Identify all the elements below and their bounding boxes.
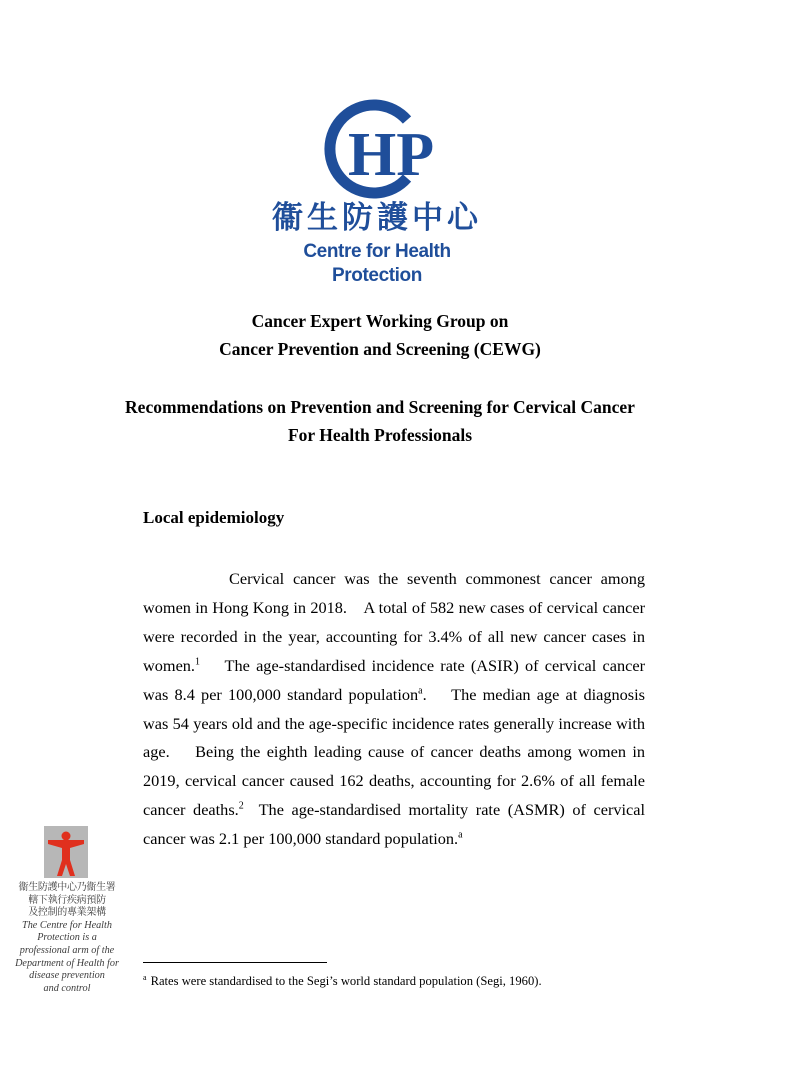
department-note-english-line: Department of Health for bbox=[15, 957, 119, 969]
paragraph-segment: The age-standardised mortality rate (ASMR) of cervical cancer was 2.1 per 100,000 standard population. bbox=[143, 800, 650, 849]
paragraph-text bbox=[143, 565, 650, 854]
department-note-chinese-line: 衞生防護中心乃衞生署 bbox=[18, 882, 116, 893]
department-of-health-logo bbox=[44, 826, 88, 878]
logo-english-name: Centre for Health Protection bbox=[303, 241, 451, 286]
working-group-title-line: Cancer Prevention and Screening (CEWG) bbox=[219, 339, 541, 359]
department-note-english-line: professional arm of the bbox=[19, 944, 115, 956]
footnote bbox=[143, 970, 663, 989]
footnote-text: Rates were standardised to the Segi’s world standard population (Segi, 1960). bbox=[150, 974, 542, 989]
paragraph-segment: The age-standardised incidence rate (ASIR) of cervical cancer was 8.4 per 100,000 standard population bbox=[143, 655, 650, 704]
document-title-line: Recommendations on Prevention and Screening for Cervical Cancer bbox=[125, 397, 635, 417]
reference-marker: 2 bbox=[238, 800, 244, 812]
section-heading: Local epidemiology bbox=[143, 508, 285, 527]
document-title bbox=[0, 393, 760, 449]
working-group-title-line: Cancer Expert Working Group on bbox=[251, 311, 509, 331]
department-note-chinese-line: 轄下執行疾病預防 bbox=[28, 894, 106, 906]
document-title-line: For Health Professionals bbox=[287, 425, 473, 445]
paragraph-segment: Cervical cancer was the seventh commonest cancer among women in Hong Kong in 2018. A total of 582 new cases of cervical cancer were recorded in the year, accounting for 3.4% of all new cancer cases in women. bbox=[143, 569, 650, 675]
reference-marker: 1 bbox=[195, 656, 200, 668]
department-note-english-line: disease prevention bbox=[29, 970, 105, 982]
department-note bbox=[8, 882, 126, 995]
reference-marker: a bbox=[418, 685, 423, 697]
reference-marker: a bbox=[458, 829, 463, 841]
department-note-english-line: and control bbox=[43, 982, 91, 994]
department-note-english-line: The Centre for Health bbox=[22, 919, 112, 931]
footnote-marker: a bbox=[143, 973, 147, 982]
department-note-english-line: Protection is a bbox=[37, 932, 97, 944]
department-note-chinese-line: 及控制的專業架構 bbox=[28, 907, 106, 919]
footnote-divider bbox=[143, 962, 327, 963]
epidemiology-paragraph bbox=[143, 565, 650, 854]
logo-chinese-name: 衞生防護中心 bbox=[272, 200, 482, 236]
working-group-title bbox=[0, 307, 760, 363]
paragraph-segment: . The median age at diagnosis was 54 years old and the age-specific incidence rates generally increase with age. Being the eighth leading cause of cancer deaths among women in 2019, cervical cancer caused 162 deaths, accounting for 2.6% of all female cancer deaths. bbox=[143, 684, 650, 820]
chp-logo-mark bbox=[262, 96, 492, 200]
logo-hp-letters: HP bbox=[348, 121, 435, 189]
chp-logo bbox=[262, 96, 492, 286]
logo-figure-head bbox=[62, 832, 71, 841]
